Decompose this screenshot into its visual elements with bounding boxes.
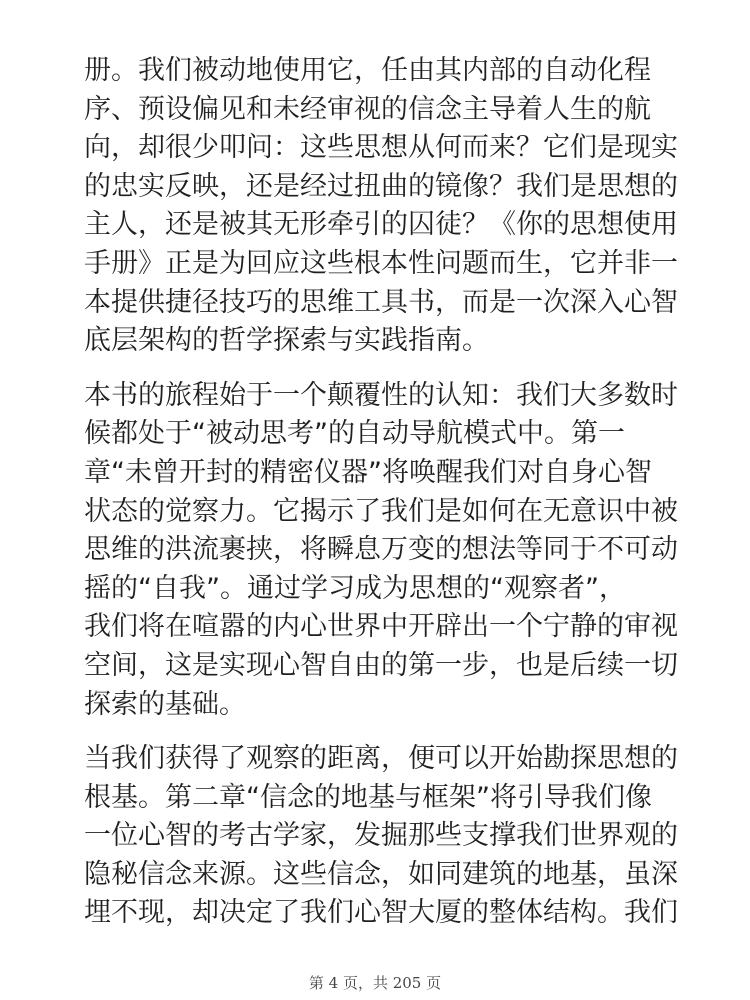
text-line: 隐秘信念来源。这些信念，如同建筑的地基，虽深: [84, 858, 678, 890]
text-line: 册。我们被动地使用它，任由其内部的自动化程: [84, 55, 651, 86]
text-line: 状态的觉察力。它揭示了我们是如何在无意识中被: [84, 495, 678, 527]
text-line: 摇的“自我”。通过学习成为思想的“观察者”，: [84, 572, 626, 604]
text-line: 本书的旅程始于一个颠覆性的认知：我们大多数时: [84, 379, 678, 411]
text-line: 空间，这是实现心智自由的第一步，也是后续一切: [84, 649, 678, 681]
text-line: 向，却很少叩问：这些思想从何而来？它们是现实: [84, 132, 678, 164]
text-line: 我们将在喧嚣的内心世界中开辟出一个宁静的审视: [84, 611, 678, 643]
text-line: 一位心智的考古学家，发掘那些支撑我们世界观的: [84, 820, 678, 852]
text-line: 思维的洪流裹挟，将瞬息万变的想法等同于不可动: [84, 534, 678, 566]
text-line: 探索的基础。: [84, 688, 246, 720]
text-line: 章“未曾开封的精密仪器”将唤醒我们对自身心智: [84, 456, 652, 488]
text-line: 埋不现，却决定了我们心智大厦的整体结构。我们: [84, 897, 678, 929]
page-number-footer: 第 4 页，共 205 页: [308, 974, 442, 992]
paragraph-1: [84, 52, 678, 361]
text-line: 本提供捷径技巧的思维工具书，而是一次深入心智: [84, 286, 678, 318]
text-line: 当我们获得了观察的距离，便可以开始勘探思想的: [84, 743, 678, 775]
text-line: 主人，还是被其无形牵引的囚徒？《你的思想使用: [84, 209, 678, 241]
text-line: 序、预设偏见和未经审视的信念主导着人生的航: [84, 93, 651, 125]
text-line: 底层架构的哲学探索与实践指南。: [84, 325, 489, 357]
text-line: 候都处于“被动思考”的自动导航模式中。第一: [84, 418, 625, 450]
body-text: [84, 52, 678, 949]
text-line: 手册》正是为回应这些根本性问题而生，它并非一: [84, 247, 678, 279]
text-line: 的忠实反映，还是经过扭曲的镜像？我们是思想的: [84, 170, 678, 202]
text-line: 根基。第二章“信念的地基与框架”将引导我们像: [84, 781, 652, 813]
paragraph-2: [84, 377, 678, 724]
paragraph-3: [84, 740, 678, 933]
